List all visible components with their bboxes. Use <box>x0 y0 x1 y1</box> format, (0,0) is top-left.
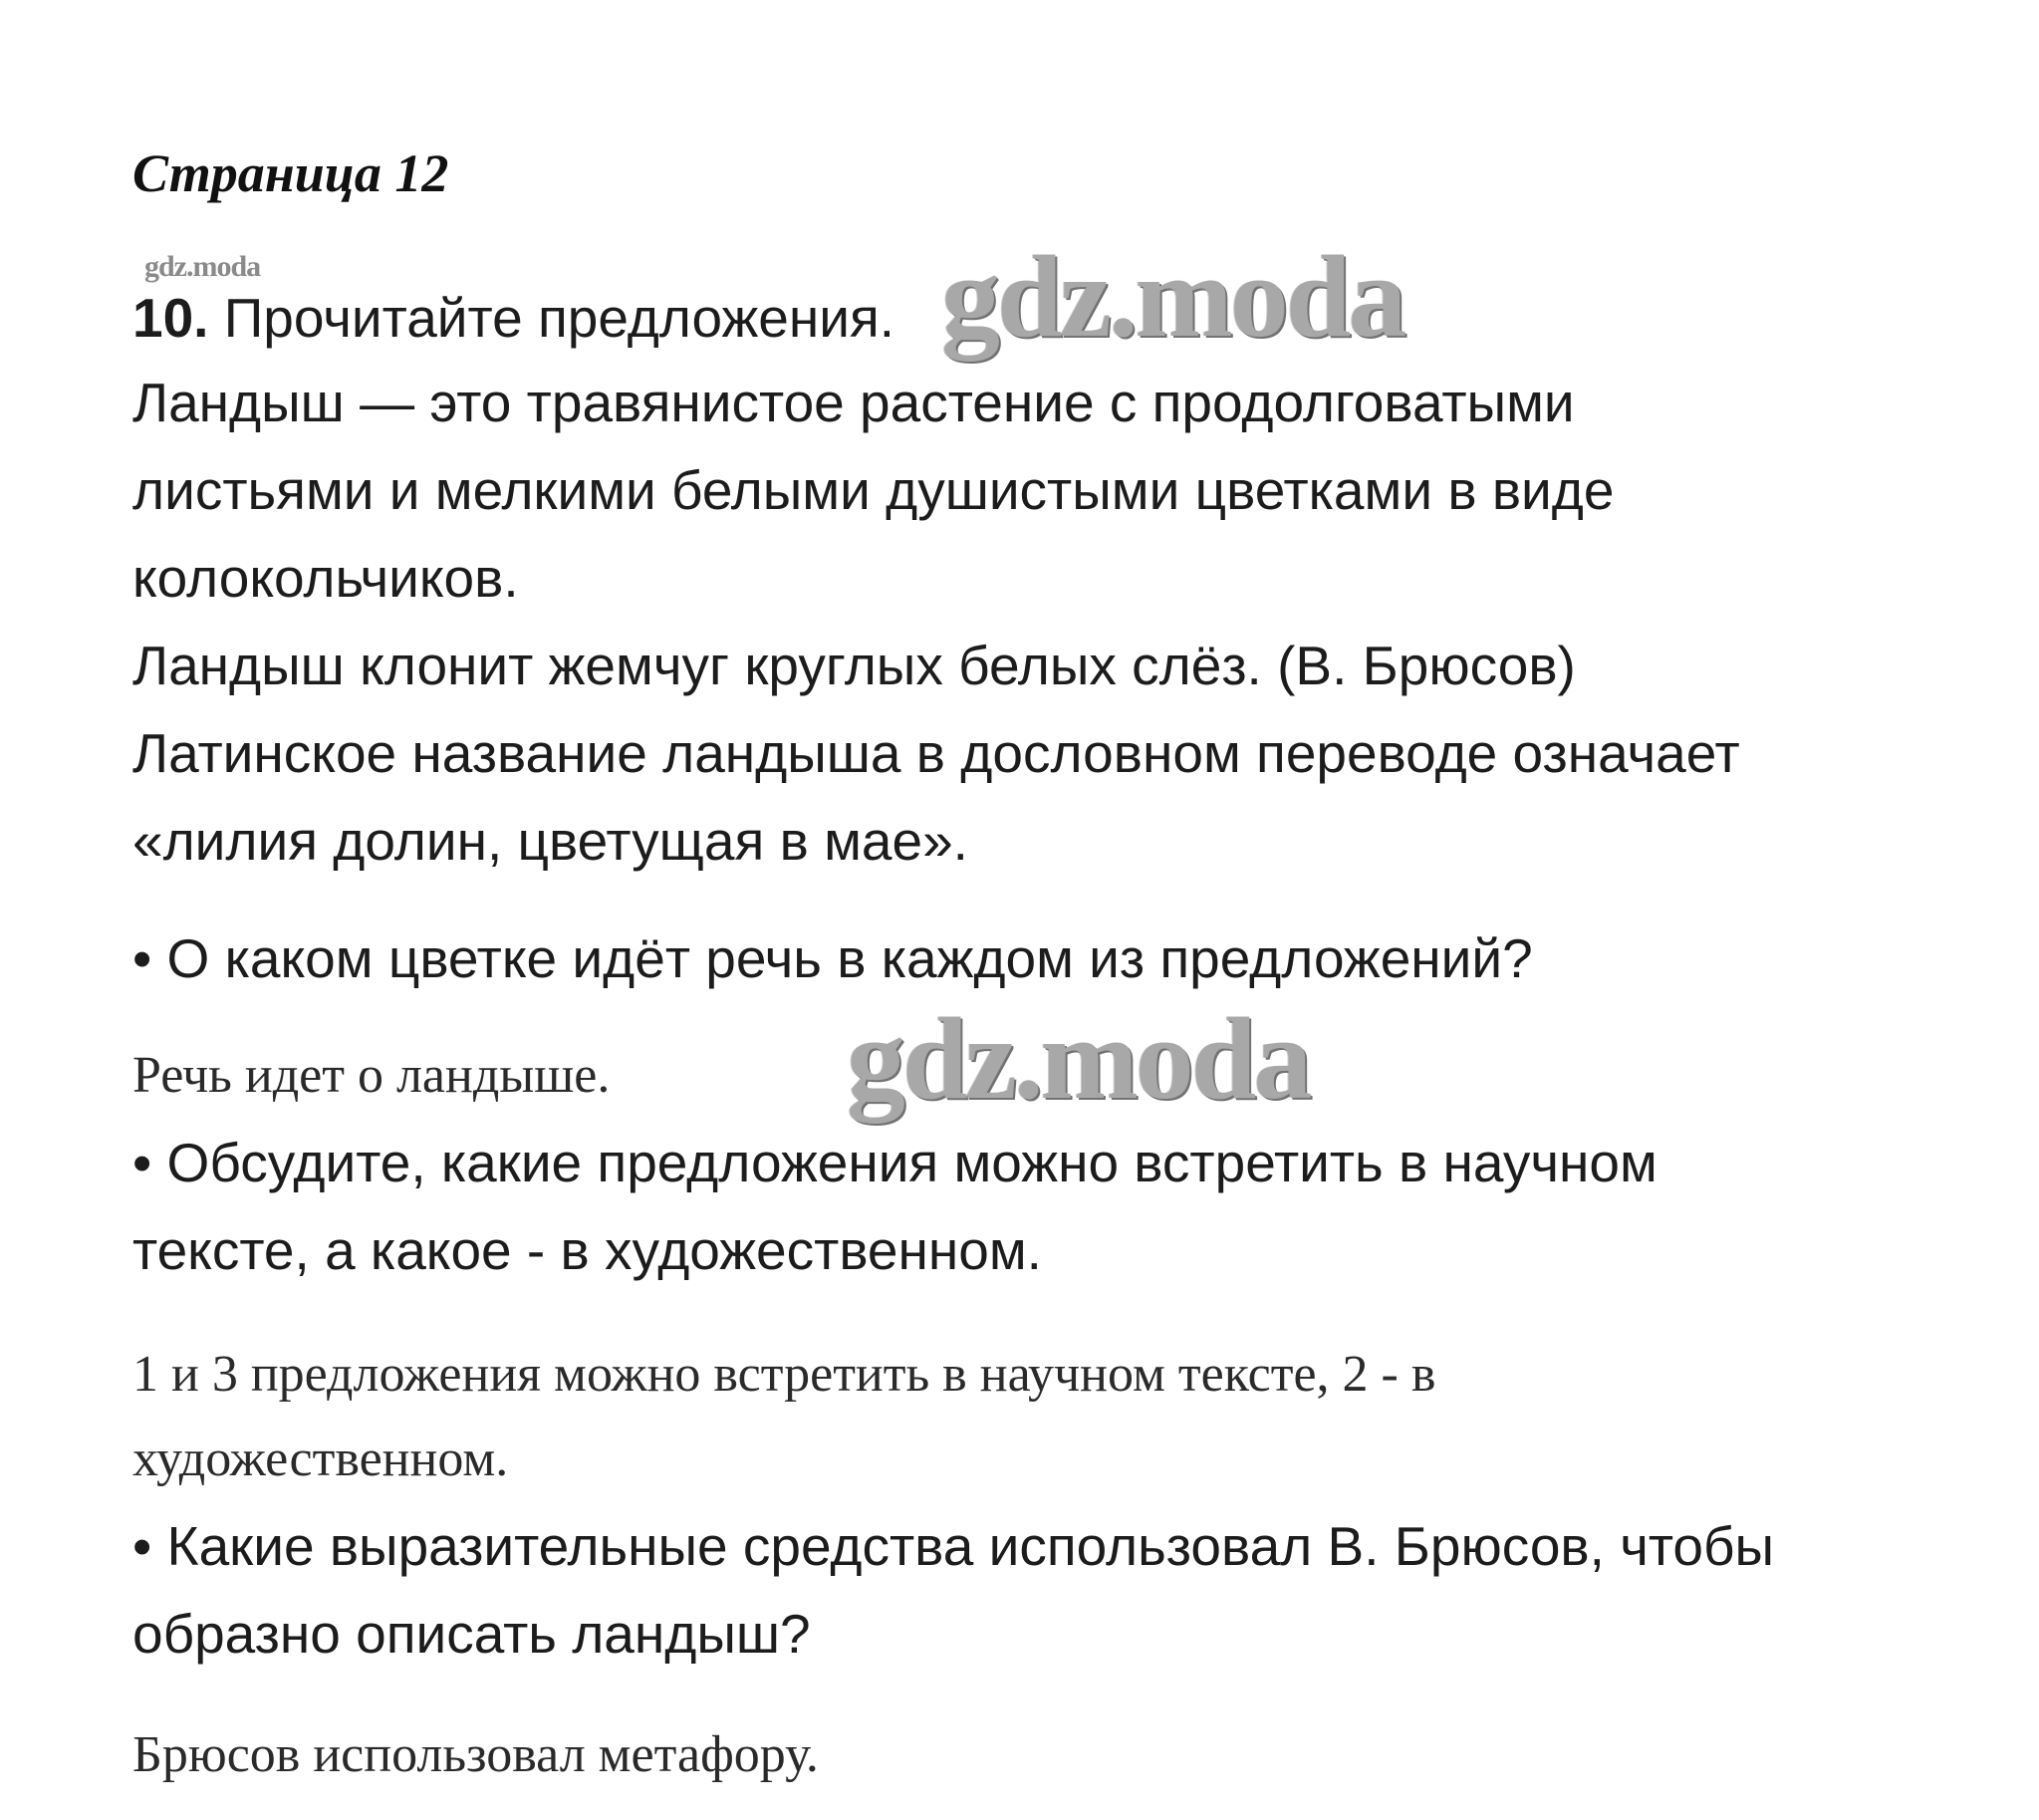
task-instruction: Прочитайте предложения. <box>223 287 895 349</box>
task-text-line: колокольчиков. <box>132 547 519 609</box>
task-number: 10. <box>132 287 209 349</box>
question-3-line: • Какие выразительные средства использовал В. Брюсов, чтобы <box>132 1515 1775 1577</box>
answer-2-line: 1 и 3 предложения можно встретить в научном тексте, 2 - в <box>132 1346 1436 1403</box>
question-3-line: образно описать ландыш? <box>132 1603 811 1665</box>
answer-3: Брюсов использовал метафору. <box>132 1726 819 1783</box>
task-text-line: «лилия долин, цветущая в мае». <box>132 810 968 872</box>
task-heading <box>132 286 894 350</box>
watermark-small: gdz.moda <box>144 250 261 283</box>
task-text-line: Ландыш клонит жемчуг круглых белых слёз. (В. Брюсов) <box>132 635 1576 696</box>
question-2-line: тексте, а какое - в художественном. <box>132 1219 1042 1281</box>
question-2-line: • Обсудите, какие предложения можно встретить в научном <box>132 1132 1657 1193</box>
answer-2-line: художественном. <box>132 1430 509 1487</box>
answer-1: Речь идет о ландыше. <box>132 1047 611 1104</box>
task-text-line: листьями и мелкими белыми душистыми цветками в виде <box>132 459 1615 521</box>
watermark-large-top: gdz.moda <box>941 231 1404 362</box>
watermark-large-middle: gdz.moda <box>847 993 1310 1124</box>
task-text-line: Ландыш — это травянистое растение с продолговатыми <box>132 372 1575 433</box>
question-1: • О каком цветке идёт речь в каждом из предложений? <box>132 927 1533 989</box>
page-title: Страница 12 <box>132 143 449 203</box>
task-text-line: Латинское название ландыша в дословном переводе означает <box>132 722 1740 784</box>
